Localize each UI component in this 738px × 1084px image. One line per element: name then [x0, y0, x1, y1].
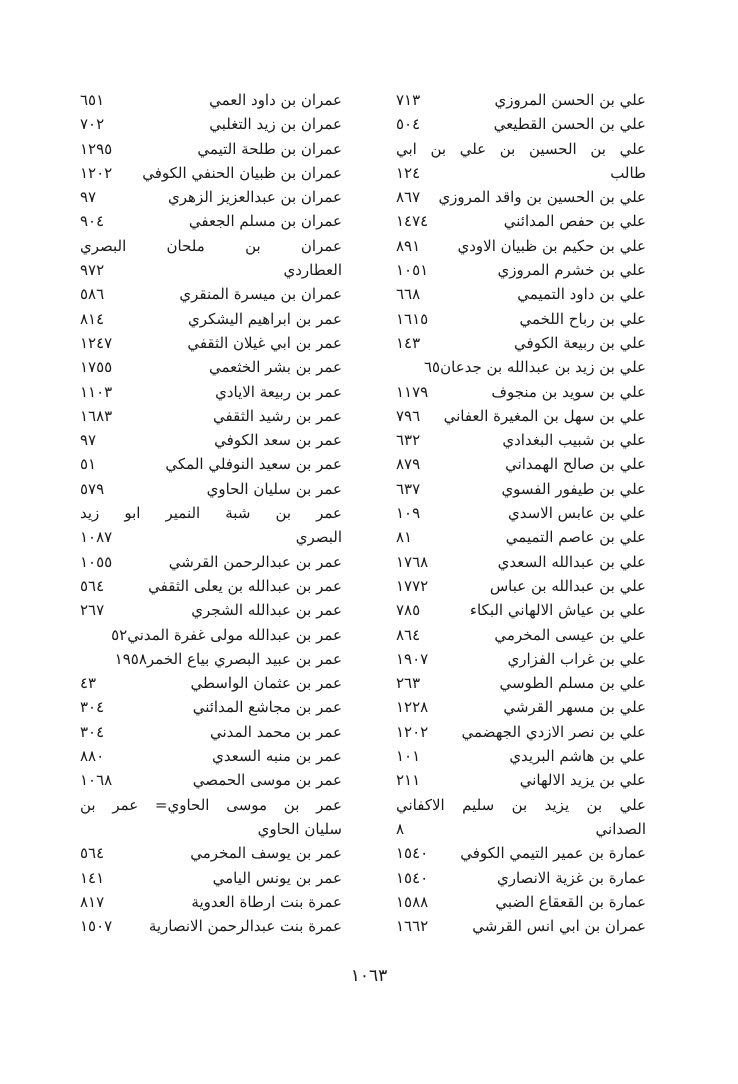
entry-page-number: ٨١٤	[80, 309, 105, 328]
entry-page-number: ١٢٤٧	[80, 333, 113, 352]
index-entry	[80, 258, 342, 282]
index-entry	[80, 404, 342, 428]
index-entry	[396, 234, 646, 258]
entry-name: علي بن نصر الازدي الجهضمي	[461, 722, 646, 741]
entry-name: الصداني	[595, 819, 646, 838]
entry-page-number: ٧٠٢	[80, 115, 105, 134]
index-entry	[80, 307, 342, 331]
index-entry	[80, 647, 342, 671]
entry-page-number: ٩٧	[80, 188, 97, 207]
entry-page-number: ٦٣٢	[396, 431, 421, 450]
entry-name: عمرة بنت ارطاة العدوية	[191, 892, 342, 911]
index-entry	[396, 428, 646, 452]
entry-name: علي بن عبدالله بن عباس	[489, 576, 646, 595]
entry-name: عمر بن عثمان الواسطي	[190, 674, 342, 693]
entry-page-number: ٩٧	[80, 431, 97, 450]
index-entry	[396, 307, 646, 331]
index-entry	[80, 671, 342, 695]
entry-name: علي بن حكيم بن ظبيان الاودي	[457, 236, 646, 255]
index-entry	[396, 890, 646, 914]
entry-page-number: ١٤١	[80, 868, 105, 887]
entry-page-number: ١٧٦٨	[396, 552, 429, 571]
entry-page-number: ١٥٨٨	[396, 892, 429, 911]
entry-page-number: ٣٠٤	[80, 722, 105, 741]
entry-name: علي بن ربيعة الكوفي	[514, 333, 646, 352]
index-entry	[396, 695, 646, 719]
index-entry	[396, 817, 646, 841]
entry-name: علي بن يزيد الالهاني	[519, 771, 646, 790]
index-entry	[80, 137, 342, 161]
entry-name: طالب	[610, 163, 646, 182]
entry-page-number: ١٦٦٢	[396, 917, 429, 936]
entry-page-number: ٨٦٧	[396, 188, 421, 207]
index-entry	[396, 137, 646, 161]
entry-page-number: ٥١	[80, 455, 97, 474]
entry-name: علي بن داود التميمي	[517, 285, 646, 304]
index-column-left	[80, 88, 342, 938]
entry-page-number: ١٩٠٧	[396, 649, 429, 668]
entry-name: علي بن زيد بن عبدالله بن جدعان	[440, 358, 646, 377]
entry-name: عمر بن عبدالرحمن القرشي	[168, 552, 342, 571]
entry-name: عمر بن شبة النمير ابو زيد	[80, 504, 342, 523]
entry-name: علي بن شبيب البغدادي	[502, 431, 646, 450]
page-number: ١٠٦٣	[350, 966, 388, 986]
entry-name: عمران بن ميسرة المنقري	[179, 285, 342, 304]
index-entry	[396, 380, 646, 404]
entry-name: عمر بن موسى الحمصي	[192, 771, 342, 790]
entry-name: عمر بن سعد الكوفي	[214, 431, 342, 450]
entry-name: عمر بن ربيعة الايادي	[215, 382, 342, 401]
entry-name: عمر بن عبيد البصري بياع الخمر	[146, 649, 342, 668]
index-entry	[80, 234, 342, 258]
entry-page-number: ١٦٨٣	[80, 406, 113, 425]
entry-name: العطاردي	[283, 261, 342, 280]
index-entry	[80, 88, 342, 112]
entry-name: عمارة بن القعقاع الضبي	[495, 892, 646, 911]
entry-name: علي بن الحسين بن واقد المروزي	[438, 188, 646, 207]
index-entry	[396, 744, 646, 768]
entry-page-number: ١٩٥٨	[114, 649, 147, 668]
entry-page-number: ٨٦٤	[396, 625, 421, 644]
index-entry	[396, 88, 646, 112]
index-entry	[80, 793, 342, 817]
entry-name: عمر بن عبدالله الشجري	[191, 601, 342, 620]
entry-page-number: ٢٦٧	[80, 601, 105, 620]
index-entry	[80, 695, 342, 719]
entry-page-number: ١٢٢٨	[396, 698, 429, 717]
entry-page-number: ١٠٦٨	[80, 771, 113, 790]
index-entry	[396, 355, 646, 379]
entry-page-number: ١٢٠٢	[80, 163, 113, 182]
index-entry	[80, 623, 342, 647]
index-entry	[396, 185, 646, 209]
entry-name: عمران بن ملحان البصري	[80, 236, 342, 255]
entry-name: البصري	[295, 528, 342, 547]
index-entry	[80, 452, 342, 476]
index-entry	[396, 866, 646, 890]
entry-name: علي بن هاشم البريدي	[509, 747, 646, 766]
entry-page-number: ٨٩١	[396, 236, 421, 255]
index-entry	[396, 477, 646, 501]
index-entry	[80, 550, 342, 574]
entry-name: علي بن الحسين بن علي بن ابي	[396, 139, 646, 158]
entry-name: عمر بن مجاشع المدائني	[192, 698, 342, 717]
index-entry	[80, 744, 342, 768]
index-entry	[396, 768, 646, 792]
index-entry	[80, 768, 342, 792]
index-entry	[396, 574, 646, 598]
entry-name: عمر بن يوسف المخرمي	[190, 844, 342, 863]
entry-page-number: ١٦١٥	[396, 309, 429, 328]
entry-page-number: ١٠١	[396, 747, 421, 766]
index-entry	[80, 331, 342, 355]
index-entry	[396, 525, 646, 549]
entry-page-number: ١١٧٩	[396, 382, 429, 401]
entry-name: علي بن مسلم الطوسي	[499, 674, 646, 693]
entry-name: عمر بن منبه السعدي	[212, 747, 342, 766]
index-entry	[396, 623, 646, 647]
entry-page-number: ١٥٤٠	[396, 868, 429, 887]
entry-name: علي بن رباح اللخمي	[519, 309, 646, 328]
index-entry	[80, 720, 342, 744]
entry-name: علي بن الحسن القطيعي	[493, 115, 646, 134]
entry-name: عمر بن محمد المدني	[209, 722, 342, 741]
index-entry	[396, 841, 646, 865]
index-entry	[80, 428, 342, 452]
entry-name: علي بن عاصم التميمي	[505, 528, 646, 547]
entry-page-number: ٤٣	[80, 674, 97, 693]
index-entry	[396, 720, 646, 744]
index-entry	[396, 793, 646, 817]
index-entry	[80, 161, 342, 185]
entry-page-number: ١٢٩٥	[80, 139, 113, 158]
entry-page-number: ١٠٨٧	[80, 528, 113, 547]
entry-name: عمران بن عبدالعزيز الزهري	[168, 188, 342, 207]
index-entry	[396, 550, 646, 574]
index-entry	[396, 452, 646, 476]
index-entry	[396, 671, 646, 695]
entry-page-number: ٢١١	[396, 771, 421, 790]
index-entry	[80, 525, 342, 549]
index-entry	[396, 258, 646, 282]
entry-page-number: ١٠٥١	[396, 261, 429, 280]
entry-page-number: ٢٦٣	[396, 674, 421, 693]
entry-name: عمر بن عبدالله بن يعلى الثقفي	[148, 576, 342, 595]
entry-name: عمر بن يونس اليامي	[212, 868, 342, 887]
entry-page-number: ٨	[396, 819, 405, 838]
entry-name: عمر بن موسى الحاوي= عمر بن	[80, 795, 342, 814]
index-entry	[80, 598, 342, 622]
entry-page-number: ٨١٧	[80, 892, 105, 911]
entry-page-number: ٧٩٦	[396, 406, 421, 425]
index-entry	[396, 914, 646, 938]
entry-page-number: ٨٧٩	[396, 455, 421, 474]
entry-page-number: ٥٧٩	[80, 479, 105, 498]
entry-name: سليان الحاوي	[257, 819, 342, 838]
entry-page-number: ١٤٧٤	[396, 212, 429, 231]
index-entry	[80, 380, 342, 404]
index-entry	[80, 914, 342, 938]
index-entry	[396, 161, 646, 185]
entry-page-number: ١٠٥٥	[80, 552, 113, 571]
entry-page-number: ٩٧٢	[80, 261, 105, 280]
entry-name: علي بن خشرم المروزي	[497, 261, 646, 280]
entry-name: عمرة بنت عبدالرحمن الانصارية	[148, 917, 342, 936]
entry-name: عمارة بن عمير التيمي الكوفي	[460, 844, 646, 863]
entry-name: عمر بن سليان الحاوي	[206, 479, 342, 498]
entry-page-number: ٦٥١	[80, 91, 105, 109]
index-entry	[80, 890, 342, 914]
entry-page-number: ٦٣٧	[396, 479, 421, 498]
entry-name: علي بن صالح الهمداني	[505, 455, 646, 474]
index-entry	[80, 185, 342, 209]
entry-name: علي بن حفص المدائني	[503, 212, 646, 231]
entry-name: عمارة بن غزية الانصاري	[497, 868, 646, 887]
index-entry	[80, 112, 342, 136]
entry-page-number: ٥٦٤	[80, 576, 105, 595]
entry-name: علي بن يزيد بن سليم الاكفاني	[396, 795, 646, 814]
index-entry	[80, 209, 342, 233]
index-entry	[396, 331, 646, 355]
entry-page-number: ١٥٠٧	[80, 917, 113, 936]
entry-page-number: ٦٦٨	[396, 285, 421, 304]
index-entry	[80, 501, 342, 525]
entry-name: عمر بن ابي غيلان الثقفي	[187, 333, 342, 352]
entry-page-number: ١٥٤٠	[396, 844, 429, 863]
index-column-right	[396, 88, 646, 938]
entry-name: عمران بن طلحة التيمي	[197, 139, 342, 158]
entry-page-number: ١٧٧٢	[396, 576, 429, 595]
entry-page-number: ٩٠٤	[80, 212, 105, 231]
entry-name: علي بن الحسن المروزي	[494, 91, 646, 109]
entry-page-number: ٦٥	[423, 358, 441, 377]
entry-page-number: ١٢٠٢	[396, 722, 429, 741]
index-entry	[80, 282, 342, 306]
entry-name: علي بن عياش الالهاني البكاء	[469, 601, 646, 620]
entry-page-number: ٥٦٤	[80, 844, 105, 863]
entry-name: علي بن طيفور الفسوي	[501, 479, 646, 498]
entry-page-number: ١٧٥٥	[80, 358, 113, 377]
entry-page-number: ٨٨٠	[80, 747, 105, 766]
entry-name: علي بن سهل بن المغيرة العفاني	[443, 406, 646, 425]
entry-page-number: ٣٠٤	[80, 698, 105, 717]
index-entry	[396, 647, 646, 671]
entry-page-number: ٥٢	[111, 625, 128, 644]
entry-name: علي بن مسهر القرشي	[503, 698, 646, 717]
entry-name: عمران بن ظبيان الحنفي الكوفي	[142, 163, 342, 182]
entry-name: علي بن عابس الاسدي	[507, 504, 646, 523]
index-entry	[396, 209, 646, 233]
index-entry	[80, 817, 342, 841]
index-entry	[80, 574, 342, 598]
entry-page-number: ١٢٤	[396, 163, 421, 182]
index-entry	[80, 477, 342, 501]
entry-page-number: ٥٨٦	[80, 285, 105, 304]
entry-page-number: ٧٨٥	[396, 601, 421, 620]
entry-name: عمر بن بشر الخثعمي	[209, 358, 342, 377]
entry-page-number: ١٠٩	[396, 504, 421, 523]
index-entry	[80, 841, 342, 865]
index-entry	[396, 404, 646, 428]
entry-name: عمران بن زيد التغلبي	[209, 115, 342, 134]
entry-name: علي بن عيسى المخرمي	[494, 625, 646, 644]
index-entry	[80, 866, 342, 890]
entry-name: عمران بن داود العمي	[209, 91, 342, 109]
entry-name: عمران بن مسلم الجعفي	[188, 212, 342, 231]
entry-name: عمر بن ابراهيم اليشكري	[188, 309, 342, 328]
entry-name: عمر بن رشيد الثقفي	[213, 406, 342, 425]
index-entry	[80, 355, 342, 379]
index-entry	[396, 598, 646, 622]
entry-name: علي بن غراب الفزاري	[507, 649, 646, 668]
entry-page-number: ٨١	[396, 528, 413, 547]
entry-page-number: ١٤٣	[396, 333, 421, 352]
entry-page-number: ٧١٣	[396, 91, 421, 109]
index-entry	[396, 282, 646, 306]
entry-name: عمر بن سعيد النوفلي المكي	[165, 455, 342, 474]
entry-name: عمران بن ابي انس القرشي	[472, 917, 646, 936]
index-entry	[396, 501, 646, 525]
index-entry	[396, 112, 646, 136]
entry-page-number: ٥٠٤	[396, 115, 421, 134]
entry-name: علي بن عبدالله السعدي	[497, 552, 646, 571]
entry-name: عمر بن عبدالله مولى غفرة المدني	[127, 625, 342, 644]
entry-page-number: ١١٠٣	[80, 382, 113, 401]
entry-name: علي بن سويد بن منجوف	[491, 382, 646, 401]
